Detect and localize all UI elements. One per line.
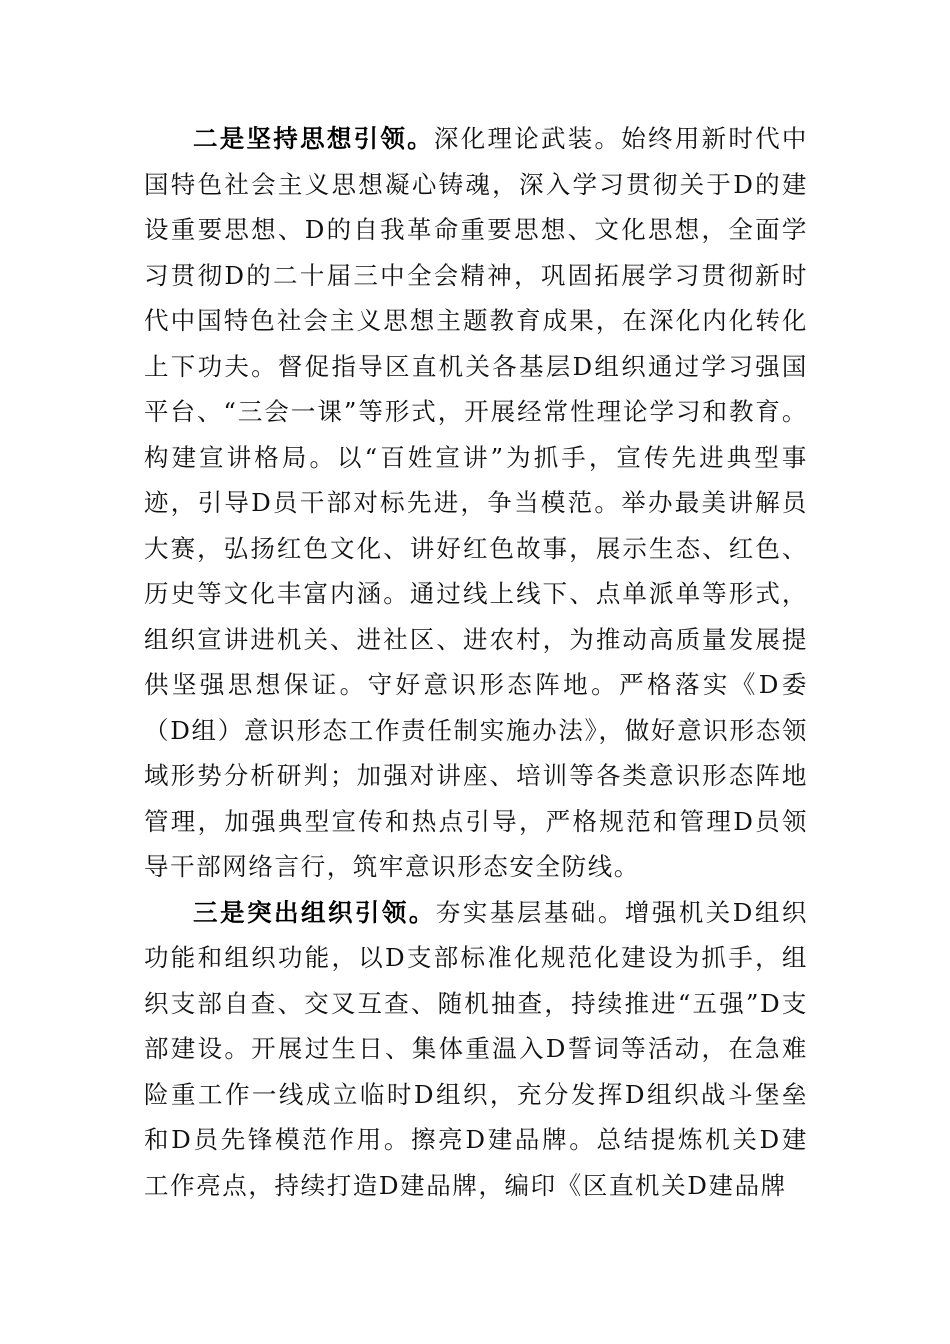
paragraph-body-text: 深化理论武装。始终用新时代中国特色社会主义思想凝心铸魂，深入学习贯彻关于D的建设重要思想、D的自我革命重要思想、文化思想，全面学习贯彻D的二十届三中全会精神，巩固拓展学习贯彻新时代中国特色社会主义思想主题教育成果，在深化内化转化上下功夫。督促指导区直机关各基层D组织通过学习强国平台、“三会一课”等形式，开展经常性理论学习和教育。构建宣讲格局。以“百姓宣讲”为抓手，宣传先进典型事迹，引导D员干部对标先进，争当模范。举办最美讲解员大赛，弘扬红色文化、讲好红色故事，展示生态、红色、历史等文化丰富内涵。通过线上线下、点单派单等形式，组织宣讲进机关、进社区、进农村，为推动高质量发展提供坚强思想保证。守好意识形态阵地。严格落实《D委（D组）意识形态工作责任制实施办法》，做好意识形态领域形势分析研判；加强对讲座、培训等各类意识形态阵地管理，加强典型宣传和热点引导，严格规范和管理D员领导干部网络言行，筑牢意识形态安全防线。 — [144, 124, 808, 881]
paragraph-organizational-guidance — [144, 890, 808, 1209]
paragraph-lead-heading: 三是突出组织引领。 — [193, 897, 436, 927]
paragraph-lead-heading: 二是坚持思想引领。 — [193, 124, 434, 153]
paragraph-ideological-guidance — [144, 116, 808, 890]
document-body — [144, 116, 808, 1208]
paragraph-body-text: 夯实基层基础。增强机关D组织功能和组织功能，以D支部标准化规范化建设为抓手，组织支部自查、交叉互查、随机抽查，持续推进“五强”D支部建设。开展过生日、集体重温入D誓词等活动，在急难险重工作一线成立临时D组织，充分发挥D组织战斗堡垒和D员先锋模范作用。擦亮D建品牌。总结提炼机关D建工作亮点，持续打造D建品牌，编印《区直机关D建品牌 — [144, 897, 808, 1200]
